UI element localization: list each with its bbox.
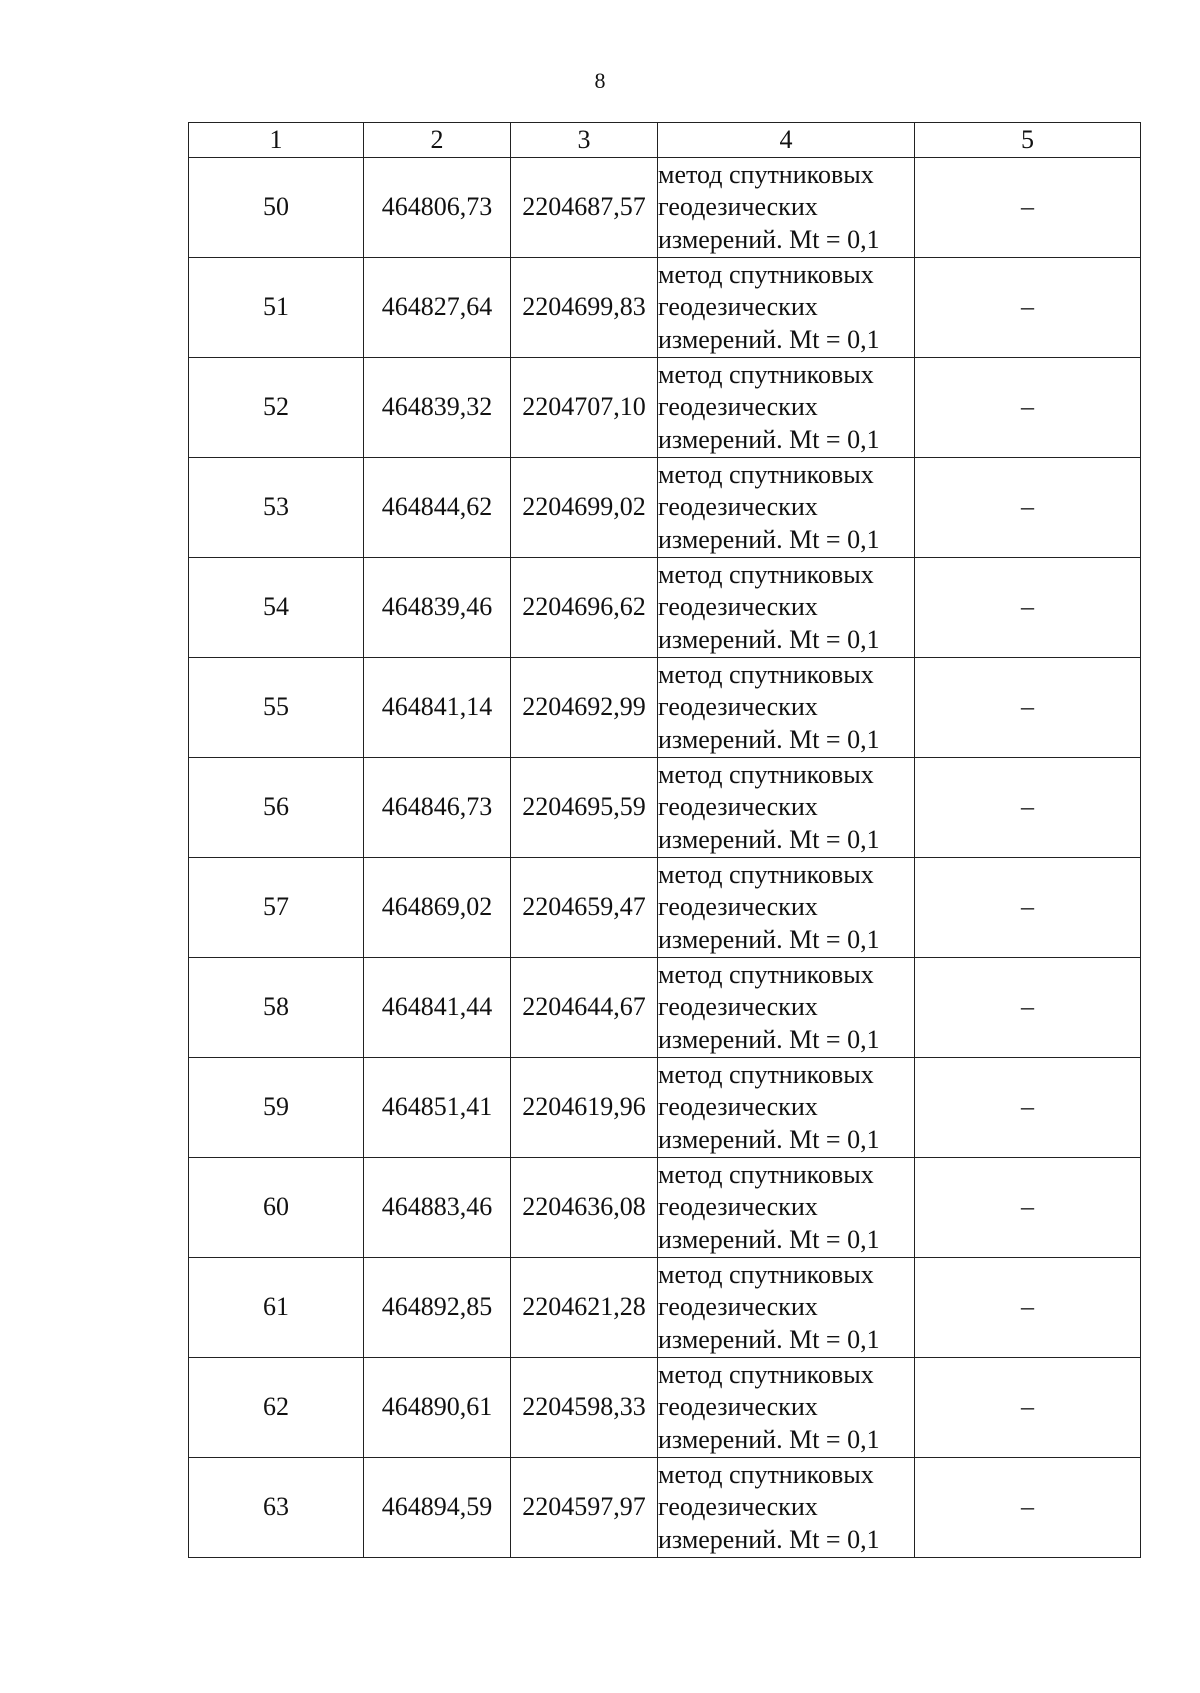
column-5-cell: – [915,658,1141,758]
x-coordinate-cell: 464841,14 [364,658,511,758]
x-coordinate-cell: 464851,41 [364,1058,511,1158]
x-coordinate-cell: 464844,62 [364,458,511,558]
column-5-cell: – [915,1258,1141,1358]
method-line: геодезических [658,692,818,722]
method-line: метод спутниковых [658,1460,874,1490]
column-5-cell: – [915,1158,1141,1258]
y-coordinate-cell: 2204619,96 [511,1058,658,1158]
x-coordinate-cell: 464827,64 [364,258,511,358]
x-coordinate-cell: 464883,46 [364,1158,511,1258]
x-coordinate-cell: 464890,61 [364,1358,511,1458]
x-coordinate-cell: 464839,32 [364,358,511,458]
method-line: измерений. Mt = 0,1 [658,924,880,954]
x-coordinate-cell: 464839,46 [364,558,511,658]
method-line: геодезических [658,792,818,822]
method-line: измерений. Mt = 0,1 [658,1524,880,1554]
method-line: геодезических [658,192,818,222]
method-line: геодезических [658,1392,818,1422]
column-5-cell: – [915,358,1141,458]
method-line: метод спутниковых [658,1260,874,1290]
method-cell [658,1358,915,1458]
y-coordinate-cell: 2204621,28 [511,1258,658,1358]
method-line: измерений. Mt = 0,1 [658,1224,880,1254]
column-5-cell: – [915,1058,1141,1158]
method-line: метод спутниковых [658,1360,874,1390]
method-cell [658,1258,915,1358]
point-number-cell: 56 [189,758,364,858]
method-line: измерений. Mt = 0,1 [658,524,880,554]
y-coordinate-cell: 2204696,62 [511,558,658,658]
method-cell [658,358,915,458]
method-line: измерений. Mt = 0,1 [658,1324,880,1354]
point-number-cell: 59 [189,1058,364,1158]
method-cell [658,158,915,258]
method-line: геодезических [658,1292,818,1322]
method-line: метод спутниковых [658,260,874,290]
method-line: геодезических [658,492,818,522]
column-5-cell: – [915,258,1141,358]
method-line: метод спутниковых [658,760,874,790]
method-cell [658,1058,915,1158]
table-row [189,358,1141,458]
header-col-2: 2 [364,123,511,158]
point-number-cell: 60 [189,1158,364,1258]
method-cell [658,1458,915,1558]
coordinates-table [188,122,1141,1558]
point-number-cell: 50 [189,158,364,258]
table-row [189,758,1141,858]
column-5-cell: – [915,758,1141,858]
y-coordinate-cell: 2204659,47 [511,858,658,958]
column-5-cell: – [915,1358,1141,1458]
method-line: измерений. Mt = 0,1 [658,424,880,454]
method-line: измерений. Mt = 0,1 [658,1024,880,1054]
method-cell [658,858,915,958]
table-row [189,658,1141,758]
point-number-cell: 53 [189,458,364,558]
table-body [189,158,1141,1558]
point-number-cell: 61 [189,1258,364,1358]
table-row [189,258,1141,358]
method-line: измерений. Mt = 0,1 [658,824,880,854]
point-number-cell: 52 [189,358,364,458]
y-coordinate-cell: 2204597,97 [511,1458,658,1558]
method-line: геодезических [658,1492,818,1522]
column-5-cell: – [915,458,1141,558]
y-coordinate-cell: 2204636,08 [511,1158,658,1258]
x-coordinate-cell: 464806,73 [364,158,511,258]
method-cell [658,1158,915,1258]
header-col-5: 5 [915,123,1141,158]
table-row [189,1358,1141,1458]
y-coordinate-cell: 2204644,67 [511,958,658,1058]
point-number-cell: 55 [189,658,364,758]
x-coordinate-cell: 464841,44 [364,958,511,1058]
page-number: 8 [594,68,606,93]
column-5-cell: – [915,158,1141,258]
method-line: геодезических [658,1092,818,1122]
method-line: геодезических [658,292,818,322]
method-line: метод спутниковых [658,860,874,890]
y-coordinate-cell: 2204699,02 [511,458,658,558]
table-row [189,558,1141,658]
method-line: метод спутниковых [658,360,874,390]
point-number-cell: 57 [189,858,364,958]
method-line: метод спутниковых [658,560,874,590]
method-line: геодезических [658,1192,818,1222]
table-row [189,1458,1141,1558]
method-line: метод спутниковых [658,160,874,190]
method-cell [658,458,915,558]
table-row [189,158,1141,258]
header-col-3: 3 [511,123,658,158]
point-number-cell: 62 [189,1358,364,1458]
method-line: метод спутниковых [658,660,874,690]
table-row [189,458,1141,558]
column-5-cell: – [915,958,1141,1058]
point-number-cell: 54 [189,558,364,658]
table-row [189,958,1141,1058]
method-line: измерений. Mt = 0,1 [658,324,880,354]
method-line: метод спутниковых [658,460,874,490]
method-line: измерений. Mt = 0,1 [658,224,880,254]
header-col-1: 1 [189,123,364,158]
point-number-cell: 63 [189,1458,364,1558]
method-line: измерений. Mt = 0,1 [658,1124,880,1154]
method-line: геодезических [658,392,818,422]
y-coordinate-cell: 2204695,59 [511,758,658,858]
method-line: измерений. Mt = 0,1 [658,1424,880,1454]
method-line: метод спутниковых [658,1060,874,1090]
table-row [189,1158,1141,1258]
x-coordinate-cell: 464869,02 [364,858,511,958]
method-line: геодезических [658,892,818,922]
point-number-cell: 51 [189,258,364,358]
table-row [189,1058,1141,1158]
method-line: геодезических [658,992,818,1022]
y-coordinate-cell: 2204692,99 [511,658,658,758]
method-cell [658,558,915,658]
table-header-row [189,123,1141,158]
column-5-cell: – [915,1458,1141,1558]
x-coordinate-cell: 464846,73 [364,758,511,858]
method-line: измерений. Mt = 0,1 [658,724,880,754]
y-coordinate-cell: 2204598,33 [511,1358,658,1458]
y-coordinate-cell: 2204699,83 [511,258,658,358]
method-line: измерений. Mt = 0,1 [658,624,880,654]
method-cell [658,958,915,1058]
column-5-cell: – [915,858,1141,958]
table-row [189,1258,1141,1358]
method-cell [658,658,915,758]
point-number-cell: 58 [189,958,364,1058]
x-coordinate-cell: 464894,59 [364,1458,511,1558]
method-cell [658,758,915,858]
header-col-4: 4 [658,123,915,158]
method-line: метод спутниковых [658,1160,874,1190]
y-coordinate-cell: 2204687,57 [511,158,658,258]
method-line: геодезических [658,592,818,622]
table-row [189,858,1141,958]
method-line: метод спутниковых [658,960,874,990]
x-coordinate-cell: 464892,85 [364,1258,511,1358]
column-5-cell: – [915,558,1141,658]
y-coordinate-cell: 2204707,10 [511,358,658,458]
method-cell [658,258,915,358]
